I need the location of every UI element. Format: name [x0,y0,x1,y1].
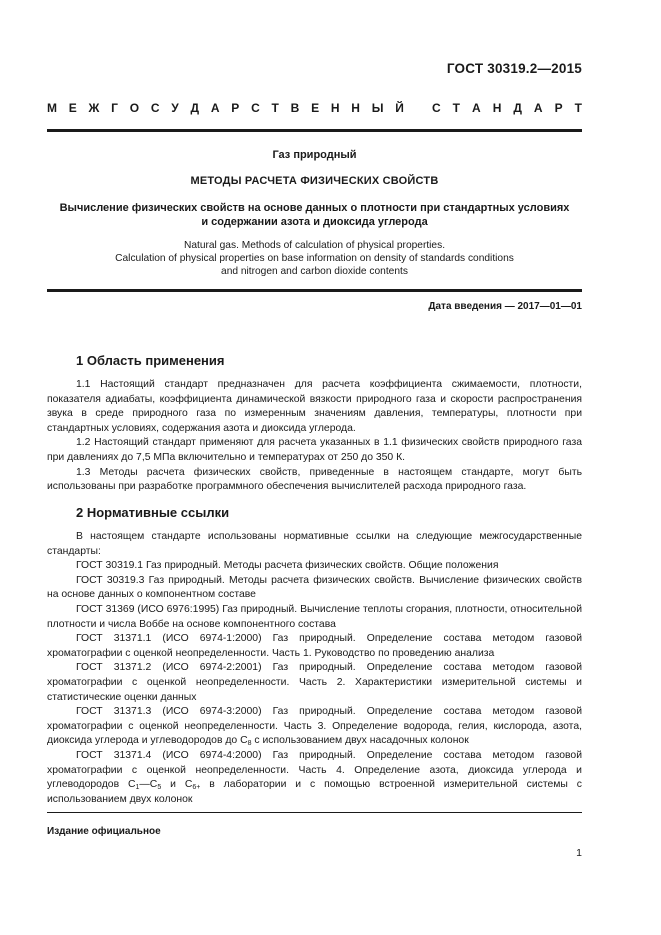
official-edition-label: Издание официальное [47,826,161,837]
heading-letter: О [129,101,140,115]
paragraph-1-1: 1.1 Настоящий стандарт предназначен для расчета коэффициента сжимаемости, плотности, показателя адиабаты, коэффициента динамической вязкости природного газа и скорости распространения звука в среде природного газа по измеренным значениям давления, температуры, плотности при стандартных условиях, содержания азота и диоксида углерода. [47,379,582,434]
interstate-word-2 [432,101,582,115]
paragraph-1-3: 1.3 Методы расчета физических свойств, приведенные в настоящем стандарте, могут быть использованы при разработке программного обеспечения вычислителей расхода природного газа. [47,466,582,493]
section-1-body [47,378,582,495]
heading-letter: Е [68,101,77,115]
page-number: 1 [576,847,582,859]
heading-letter: Н [330,101,340,115]
heading-letter: А [533,101,543,115]
section-1-title: 1 Область применения [76,353,225,368]
english-title [47,239,582,278]
interstate-word-1 [47,101,404,115]
document-subtitle [47,201,582,229]
subtitle-line-1: Вычисление физических свойств на основе данных о плотности при стандартных условиях [59,202,570,214]
heading-letter: У [171,101,179,115]
section-2-title: 2 Нормативные ссылки [76,505,230,520]
reference-item: ГОСТ 31371.3 (ИСО 6974-3:2000) Газ природный. Определение состава методом газовой хроматографии с оценкой неопределенности. Часть 3. Определение водорода, гелия, кислорода, азота, диоксида углерода и углеводородов до $C_8$ с использованием двух насадочных колонок [47,706,582,748]
header-rule [47,129,582,132]
heading-letter: С [150,101,160,115]
heading-letter: В [290,101,300,115]
reference-item: ГОСТ 30319.3 Газ природный. Методы расчета физических свойств. Вычисление физических свойств на основе данных о компонентном составе [47,574,582,601]
english-title-line-3: and nitrogen and carbon dioxide contents [221,266,408,277]
subtitle-line-2: и содержании азота и диоксида углерода [201,216,428,228]
heading-letter: Г [111,101,118,115]
references-intro: В настоящем стандарте использованы нормативные ссылки на следующие межгосударственные стандарты: [47,531,582,557]
heading-letter: Т [452,101,461,115]
heading-letter: С [432,101,441,115]
heading-letter: Е [311,101,320,115]
heading-letter: А [210,101,220,115]
section-2-body [47,530,582,807]
reference-item: ГОСТ 31371.1 (ИСО 6974-1:2000) Газ природный. Определение состава методом газовой хроматографии с оценкой неопределенности. Часть 1. Руководство по проведению анализа [47,633,582,659]
heading-letter: Ы [371,101,384,115]
heading-letter: Т [271,101,279,115]
english-title-line-2: Calculation of physical properties on base information on density of standards conditions [115,253,514,264]
reference-item: ГОСТ 30319.1 Газ природный. Методы расчета физических свойств. Общие положения [76,560,499,572]
reference-item: ГОСТ 31371.2 (ИСО 6974-2:2001) Газ природный. Определение состава методом газовой хроматографии с оценкой неопределенности. Часть 2. Характеристики измерительной системы и статистические оценки данных [47,662,582,703]
interstate-standard-heading [47,101,582,115]
document-subject: Газ природный [272,149,357,161]
paragraph-1-2: 1.2 Настоящий стандарт применяют для расчета указанных в 1.1 физических свойств природного газа при давлениях до 7,5 МПа включительно и температурах от 250 до 350 К. [47,437,582,463]
document-main-title: МЕТОДЫ РАСЧЕТА ФИЗИЧЕСКИХ СВОЙСТВ [190,175,439,187]
title-block-rule [47,289,582,292]
heading-letter: Н [492,101,502,115]
heading-letter: А [472,101,481,115]
reference-item: ГОСТ 31371.4 (ИСО 6974-4:2000) Газ природный. Определение состава методом газовой хроматографии с оценкой неопределенности. Часть 4. Определение азота, диоксида углерода и углеводородов $C_1—C_5$ и $C_{6+}$ в лаборатории и с помощью встроенной измерительной системы с использованием двух колонок [47,749,582,805]
heading-letter: Р [554,101,563,115]
heading-letter: Т [574,101,582,115]
footer-rule [47,812,582,813]
heading-letter: М [47,101,57,115]
introduction-date: Дата введения — 2017—01—01 [428,301,582,312]
heading-letter: Ж [88,101,100,115]
heading-letter: Р [231,101,240,115]
heading-letter: Н [351,101,360,115]
heading-letter: Д [513,101,522,115]
heading-letter: Д [190,101,200,115]
document-number: ГОСТ 30319.2—2015 [446,61,582,76]
english-title-line-1: Natural gas. Methods of calculation of physical properties. [183,240,446,251]
heading-letter: Й [395,101,404,115]
reference-item: ГОСТ 31369 (ИСО 6976:1995) Газ природный. Вычисление теплоты сгорания, плотности, относительной плотности и числа Воббе на основе компонентного состава [47,603,582,630]
heading-letter: С [251,101,260,115]
